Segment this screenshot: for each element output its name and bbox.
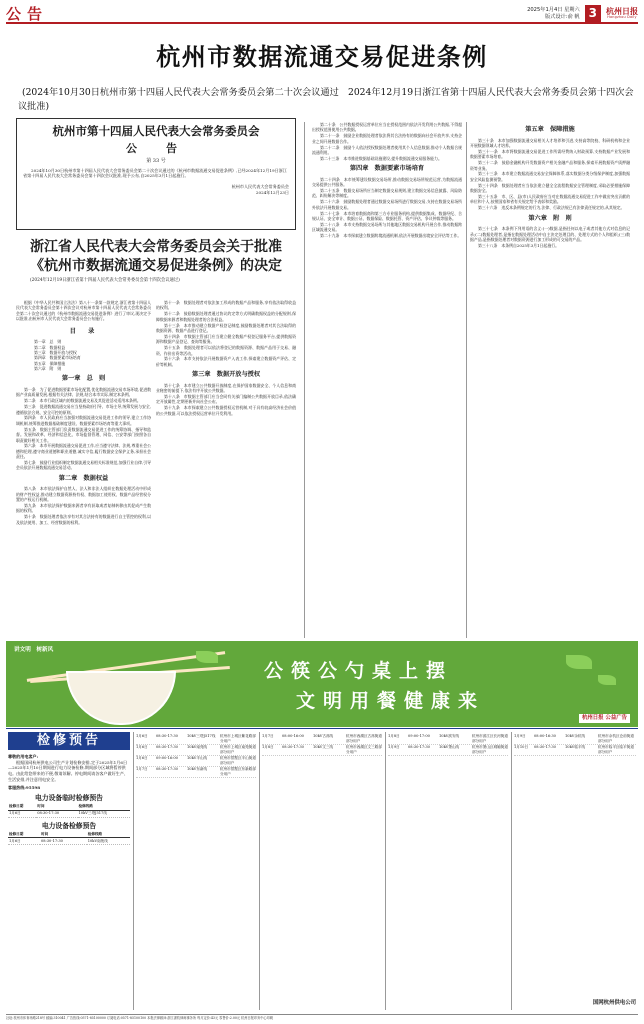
schedule-line: 10kV萧山线 bbox=[439, 744, 460, 749]
schedule-line: 10kV滨安线 bbox=[439, 734, 460, 738]
schedule-row bbox=[388, 734, 508, 745]
column-header: 检修日期 bbox=[8, 804, 36, 811]
toc-title: 目 录 bbox=[69, 327, 98, 335]
article-clause: 第三条 促进数据流通交易应当坚持政府引导、市场主导,统筹发展与安全,遵循依法合规、安全可控的原则。 bbox=[16, 404, 151, 415]
schedule-date: 1月9日 bbox=[388, 744, 400, 749]
article-column-2 bbox=[156, 300, 296, 638]
article-clause: 第八条 本市依法保护自然人、法人和非法人组织在数据处理活动中形成的财产性权益,推动建立数据资源持有权、数据加工使用权、数据产品经营权分置的产权运行机制。 bbox=[16, 486, 151, 503]
article-clause: 第三十六条 违反本条例规定的行为,法律、行政法规已有法律责任规定的,从其规定。 bbox=[478, 205, 625, 211]
maintenance-intro bbox=[8, 754, 130, 845]
article-clause: 第二十一条 鼓励企业数据处理者依法将其合法持有的数据向社会开放共享,支持企业之间开展数据合作。 bbox=[312, 133, 462, 144]
schedule-area: 杭州市西湖区古荡街道部分用户 bbox=[346, 734, 382, 743]
schedule-date: 1月6日 bbox=[136, 744, 148, 749]
decision-header bbox=[16, 238, 296, 283]
chapter-heading: 第一章 总 则 bbox=[61, 375, 106, 383]
article-clause: 第三十八条 本条例自2025年3月1日起施行。 bbox=[478, 242, 559, 248]
announcement-type: 公 告 bbox=[126, 141, 186, 155]
column-divider bbox=[511, 732, 512, 1010]
schedule-date: 1月8日 bbox=[262, 744, 274, 749]
issue-date: 2025年1月4日 星期六 bbox=[527, 6, 580, 13]
article-clause: 第十五条 数据处理者可以依法将登记的数据资源、数据产品用于交易、融资、作价出资等活动。 bbox=[156, 345, 296, 356]
article-clause: 第十二条 鼓励数据处理者通过协议约定等方式明确数据权益的分配规则,保障数据来源者和数据处理者的合法权益。 bbox=[156, 311, 296, 322]
leaf-graphic bbox=[598, 675, 616, 685]
public-service-banner bbox=[6, 641, 638, 727]
chapter-heading: 第四章 数据要素市场培育 bbox=[349, 165, 425, 173]
schedule-date: 1月10日 bbox=[514, 744, 529, 749]
toc-item: 第四章 数据要素市场培育 bbox=[34, 355, 81, 361]
banner-slogan-line1: 公筷公勺桌上摆 bbox=[264, 660, 454, 682]
article-clause: 第二十五条 数据交易场所应当制定数据交易规则,建立数据交易信息披露、风险防范、纠纷解决等制度。 bbox=[312, 188, 462, 199]
article-clause: 第十条 数据处理者依法享有对其合法持有的数据进行自主管控的权利,以及依法使用、加工、经营数据的权利。 bbox=[16, 514, 151, 525]
schedule-line: 10kV余杭线 bbox=[565, 734, 586, 738]
schedule-time: 09:00-17:00 bbox=[408, 734, 430, 738]
schedule-date: 1月7日 bbox=[136, 766, 148, 771]
schedule-date: 1月7日 bbox=[262, 734, 274, 738]
bowl-graphic bbox=[66, 671, 176, 725]
article-clause: 第十九条 本市探索建立公共数据授权运营机制,对于具有较高经济社会价值的公共数据,可以依法授权运营单位开发利用。 bbox=[156, 405, 296, 416]
table-cell: 08:30-17:30 bbox=[36, 810, 77, 817]
schedule-line: 10kV东新线 bbox=[187, 766, 208, 771]
announcement-body: 2024年10月30日杭州市第十四届人民代表大会常务委员会第二十次会议通过的《杭州市数据流通交易促进条例》,已经2024年12月19日浙江省第十四届人民代表大会常务委员会第十四次会议批准,现予公布,自2025年3月1日起施行。 bbox=[23, 168, 287, 179]
column-divider bbox=[385, 732, 386, 1010]
toc-item: 第一章 总 则 bbox=[34, 339, 62, 345]
maintenance-intro-text: 根据国网杭州供电公司生产计划检修安排,定于2025年1月6日—2025年1月10日期间进行电力设备检修,期间部分区域将暂停供电。由此给您带来的不便,敬请谅解。停电期间请各客户做好生产、生活安排,并注意用电安全。 bbox=[8, 759, 129, 782]
article-clause: 第三十条 本市加强数据流通交易相关人才培养和引进,支持高等院校、科研机构和企业开展数据领域人才培养。 bbox=[470, 137, 630, 148]
schedule-time: 08:00-16:00 bbox=[282, 734, 304, 738]
table-cell: 1月6日 bbox=[8, 838, 40, 845]
maintenance-table bbox=[8, 831, 130, 845]
schedule-column-3 bbox=[388, 734, 508, 756]
announcement-signer: 杭州市人民代表大会常务委员会 bbox=[231, 183, 289, 189]
table-of-contents bbox=[16, 328, 151, 372]
section-divider bbox=[6, 728, 638, 729]
column-header: 检修日期 bbox=[8, 831, 40, 838]
article-clause: 第一条 为了促进数据要素市场化配置,优化数据流通交易市场环境,促进数据产业高质量发展,根据有关法律、法规,结合本市实际,制定本条例。 bbox=[16, 387, 151, 398]
banner-kicker: 讲文明 树新风 bbox=[14, 647, 54, 653]
schedule-area: 杭州市萧山区城厢街道部分用户 bbox=[472, 744, 508, 754]
paper-name: 杭州日报 bbox=[606, 6, 638, 16]
announcement-number: 第 33 号 bbox=[146, 157, 166, 164]
announcement-org: 杭州市第十四届人民代表大会常务委员会 bbox=[52, 124, 260, 138]
schedule-time: 08:30-17:30 bbox=[156, 766, 178, 771]
article-clause: 第六条 本市开展数据流通交易促进工作,应当遵守法律、法规,尊重社会公德和伦理,遵守商业道德和职业道德,诚实守信,履行数据安全保护义务,承担社会责任。 bbox=[16, 443, 151, 460]
article-headline: 杭州市数据流通交易促进条例 bbox=[156, 43, 488, 71]
banner-sponsor: 杭州日报 公益广告 bbox=[579, 714, 630, 723]
schedule-row bbox=[388, 745, 508, 756]
section-title: 公告 bbox=[6, 5, 49, 23]
paper-logo bbox=[606, 8, 638, 19]
schedule-line: 10kV半山线 bbox=[187, 755, 208, 760]
article-clause: 第三十三条 本市建立数据流通交易安全保障体系,落实数据分类分级保护制度,加强数据安全风险监测预警。 bbox=[470, 171, 630, 182]
article-clause: 第三十二条 鼓励金融机构开发数据资产相关金融产品和服务,探索开展数据资产质押融资等业务。 bbox=[470, 160, 630, 171]
schedule-time: 08:30-17:30 bbox=[408, 744, 430, 749]
article-clause: 第二十七条 本市培育数据商和第三方专业服务机构,提供数据集成、数据经纪、合规认证、安全审计、数据公证、数据保险、数据托管、资产评估、争议仲裁等服务。 bbox=[312, 210, 462, 222]
leaf-graphic bbox=[566, 655, 592, 669]
decision-note: (2024年12月19日浙江省第十四届人民代表大会常务委员会第十四次会议通过) bbox=[30, 277, 180, 283]
schedule-time: 08:00-16:30 bbox=[534, 734, 556, 738]
chapter-heading: 第三章 数据开放与授权 bbox=[191, 371, 261, 379]
toc-item: 第三章 数据开放与授权 bbox=[34, 349, 77, 355]
column-header: 时间 bbox=[36, 804, 77, 811]
banner-slogan-line2: 文明用餐健康来 bbox=[296, 690, 486, 712]
maintenance-title: 检修预告 bbox=[8, 732, 130, 750]
article-subheadline: (2024年10月30日杭州市第十四届人民代表大会常务委员会第二十次会议通过 2024年12月19日浙江省第十四届人民代表大会常务委员会第十四次会议批准) bbox=[18, 87, 634, 112]
article-clause: 第二十九条 本市探索建立数据跨境流通机制,依法开展数据出境安全评估等工作。 bbox=[320, 233, 462, 239]
article-clause: 第七条 鼓励行业组织制定数据流通交易相关标准规范,加强行业自律,引导会员依法开展数据流通交易活动。 bbox=[16, 460, 151, 471]
schedule-line: 10kV古荡线 bbox=[313, 734, 334, 738]
schedule-time: 08:30-17:30 bbox=[534, 744, 556, 749]
article-clause: 第三十七条 本条例下列用语的含义:(一)数据,是指任何以电子或者其他方式对信息的记录;(二)数据处理者,是指在数据处理活动中自主决定处理目的、处理方式的个人和组织;(三)数据产品,是指数据处理者对数据资源进行加工形成的可交易的产品。 bbox=[470, 226, 630, 242]
article-column-1 bbox=[16, 300, 151, 638]
schedule-area: 杭州市滨江区长河街道部分用户 bbox=[472, 734, 508, 743]
paper-name-en: Hangzhou Daily bbox=[607, 14, 637, 19]
schedule-date: 1月9日 bbox=[514, 734, 526, 738]
article-clause: 第十一条 数据处理者对依法加工形成的数据产品和服务,享有依法取得收益的权利。 bbox=[156, 300, 296, 311]
article-clause: 第九条 本市依法保护数据来源者享有获取或者复制转移由其促成产生数据的权利。 bbox=[16, 503, 151, 514]
chapter-heading: 第五章 保障措施 bbox=[525, 126, 575, 133]
table-cell: 10kV三塔J517线 bbox=[78, 810, 131, 817]
schedule-date: 1月6日 bbox=[136, 755, 148, 760]
schedule-row bbox=[136, 756, 256, 767]
article-clause: 第二十四条 本市统筹建设数据交易场所,推动数据交易场所规范运营,为数据流通交易提供公共服务。 bbox=[312, 176, 462, 188]
maintenance-subtitle-temp: 电力设备临时检修预告 bbox=[35, 794, 103, 803]
schedule-column-1 bbox=[136, 734, 256, 778]
maintenance-greeting: 尊敬的用电客户: bbox=[8, 754, 39, 759]
schedule-line: 10kV临平线 bbox=[565, 744, 586, 749]
grid-company-name: 国网杭州供电公司 bbox=[592, 1000, 636, 1006]
schedule-time: 08:30-17:30 bbox=[156, 734, 178, 738]
page-number: 3 bbox=[585, 5, 601, 22]
decision-body: 根据《中华人民共和国立法法》第八十一条第一款规定,浙江省第十四届人民代表大会常务委员会第十四次会议对杭州市第十四届人民代表大会常务委员会第二十次会议通过的《杭州市数据流通交易促进条例》进行了审议,现决定予以批准,由杭州市人民代表大会常务委员会公布施行。 bbox=[16, 300, 151, 322]
article-clause: 第二条 本市行政区域内的数据流通交易及其促进活动适用本条例。 bbox=[24, 398, 141, 404]
article-clause: 第十七条 本市建立公共数据开放制度,在保护国家数据安全、个人信息和商业秘密的前提下,依法有序开放公共数据。 bbox=[156, 382, 296, 394]
table-cell: 08:30-17:30 bbox=[40, 838, 87, 845]
issue-meta bbox=[527, 7, 580, 21]
schedule-line: 10kV三塔J517线 bbox=[187, 734, 216, 738]
column-header: 检修线路 bbox=[78, 804, 131, 811]
schedule-column-4 bbox=[514, 734, 636, 756]
table-cell: 1月6日 bbox=[8, 810, 36, 817]
table-row bbox=[8, 838, 130, 845]
article-clause: 第二十条 公共数据授权运营单位应当在授权范围内依法开发利用公共数据,不得超出授权范围使用公共数据。 bbox=[312, 122, 462, 133]
maintenance-subtitle: 电力设备检修预告 bbox=[41, 821, 97, 830]
announcement-date: 2024年12月23日 bbox=[255, 189, 289, 195]
schedule-row bbox=[262, 734, 382, 745]
schedule-area: 杭州市拱墅区半山街道部分用户 bbox=[220, 755, 256, 765]
schedule-time: 08:30-17:30 bbox=[156, 744, 178, 749]
article-clause: 第十四条 市数据主管部门应当建立健全数据产权登记服务平台,提供数据资源和数据产品登记、查询等服务。 bbox=[156, 333, 296, 345]
column-header: 检修线路 bbox=[87, 831, 130, 838]
schedule-area: 杭州市临平区临平街道部分用户 bbox=[598, 744, 634, 754]
article-clause: 第五条 数据主管部门负责数据流通交易促进工作的统筹协调、指导和监督。发展和改革、经济和信息化、市场监督管理、网信、公安等部门按照各自职责做好相关工作。 bbox=[16, 426, 151, 443]
announcement-box bbox=[16, 118, 296, 230]
leaf-graphic bbox=[196, 651, 218, 663]
article-clause: 第四条 市人民政府应当加强对数据流通交易促进工作的领导,建立工作协调机制,统筹推进数据基础制度建设、数据要素市场培育等重大事项。 bbox=[16, 415, 151, 426]
toc-item: 第二章 数据权益 bbox=[34, 344, 66, 350]
decision-title: 浙江省人民代表大会常务委员会关于批准《杭州市数据流通交易促进条例》的决定 bbox=[30, 239, 282, 274]
article-clause: 第二十八条 本市支持数据交易场所与其他地区数据交易机构开展合作,推动数据跨区域流通交易。 bbox=[312, 221, 462, 233]
schedule-line: 10kV南苑线 bbox=[187, 744, 208, 749]
maintenance-table-temp bbox=[8, 804, 130, 818]
toc-item: 第六章 附 则 bbox=[34, 366, 62, 372]
column-divider bbox=[259, 732, 260, 1010]
article-column-3 bbox=[312, 122, 462, 638]
article-clause: 第三十一条 本市将数据流通交易促进工作所需经费纳入财政预算,支持数据产业发展和数据要素市场培育。 bbox=[470, 148, 630, 160]
article-clause: 第十三条 本市推动建立数据产权登记制度,鼓励数据处理者对其合法取得的数据资源、数据产品进行登记。 bbox=[156, 322, 296, 333]
schedule-row bbox=[514, 745, 636, 756]
schedule-column-2 bbox=[262, 734, 382, 756]
schedule-row bbox=[262, 745, 382, 756]
schedule-row bbox=[136, 767, 256, 778]
schedule-line: 10kV文三线 bbox=[313, 744, 334, 749]
schedule-area: 杭州市余杭区仓前街道部分用户 bbox=[598, 734, 634, 743]
page-editor: 版式设计:俞 帆 bbox=[545, 13, 580, 20]
schedule-area: 杭州市上城区南苑街道部分用户 bbox=[220, 744, 256, 754]
schedule-area: 杭州市西湖区文三路部分用户 bbox=[346, 744, 382, 754]
schedule-date: 1月8日 bbox=[388, 734, 400, 738]
column-divider bbox=[304, 122, 305, 638]
maintenance-hotline: 客服热线:95598 bbox=[8, 784, 41, 790]
article-column-4 bbox=[470, 122, 630, 638]
schedule-row bbox=[136, 745, 256, 756]
table-row bbox=[8, 810, 130, 817]
toc-item: 第五章 保障措施 bbox=[34, 360, 66, 366]
column-header: 时间 bbox=[40, 831, 87, 838]
chapter-heading: 第六章 附 则 bbox=[528, 214, 572, 222]
article-clause: 第三十五条 市、区、县(市)人民政府应当对在数据流通交易促进工作中做出突出贡献的单位和个人,按照国家和省有关规定给予表彰和奖励。 bbox=[470, 193, 630, 205]
table-cell: 10kV南苑线 bbox=[87, 838, 130, 845]
article-clause: 第二十三条 本市推进数据基础设施建设,提升数据流通交易服务能力。 bbox=[320, 155, 442, 161]
article-clause: 第二十六条 鼓励数据处理者通过数据交易场所进行数据交易,支持在数据交易场所外依法开展数据交易。 bbox=[312, 199, 462, 210]
column-divider bbox=[466, 122, 467, 638]
masthead-right bbox=[527, 5, 638, 22]
masthead bbox=[6, 4, 638, 24]
schedule-time: 09:00-16:00 bbox=[156, 755, 178, 760]
article-clause: 第十八条 市数据主管部门应当会同有关部门编制公共数据开放目录,依法确定开放属性,定期更新并向社会公布。 bbox=[156, 394, 296, 405]
schedule-date: 1月6日 bbox=[136, 734, 148, 738]
article-clause: 第十六条 本市支持依法开展数据资产入表工作,探索建立数据资产评估、定价等机制。 bbox=[156, 356, 296, 367]
schedule-row bbox=[514, 734, 636, 745]
column-divider bbox=[133, 732, 134, 1010]
article-clause: 第三十四条 数据处理者应当依法建立健全全流程数据安全管理制度,采取必要措施保障数据安全。 bbox=[470, 182, 630, 194]
article-clause: 第二十二条 鼓励个人依法授权数据处理者使用其个人信息数据,推动个人数据合规流通利用。 bbox=[312, 144, 462, 155]
chapter-heading: 第二章 数据权益 bbox=[58, 474, 109, 482]
page-footer: 社址:杭州市体育场路218号 邮编:310041 广告热线:0571-85100000 订阅电话:0571-85100100 本报法律顾问:浙江浙杭律师事务所 每月定价:43元 零售价:2.00元 杭州日报印务中心印刷 bbox=[6, 1014, 638, 1020]
schedule-row bbox=[136, 734, 256, 745]
schedule-area: 杭州市拱墅区东新路部分用户 bbox=[220, 766, 256, 776]
schedule-time: 08:30-17:30 bbox=[282, 744, 304, 749]
schedule-area: 杭州市上城区紫花路部分用户 bbox=[220, 734, 256, 743]
